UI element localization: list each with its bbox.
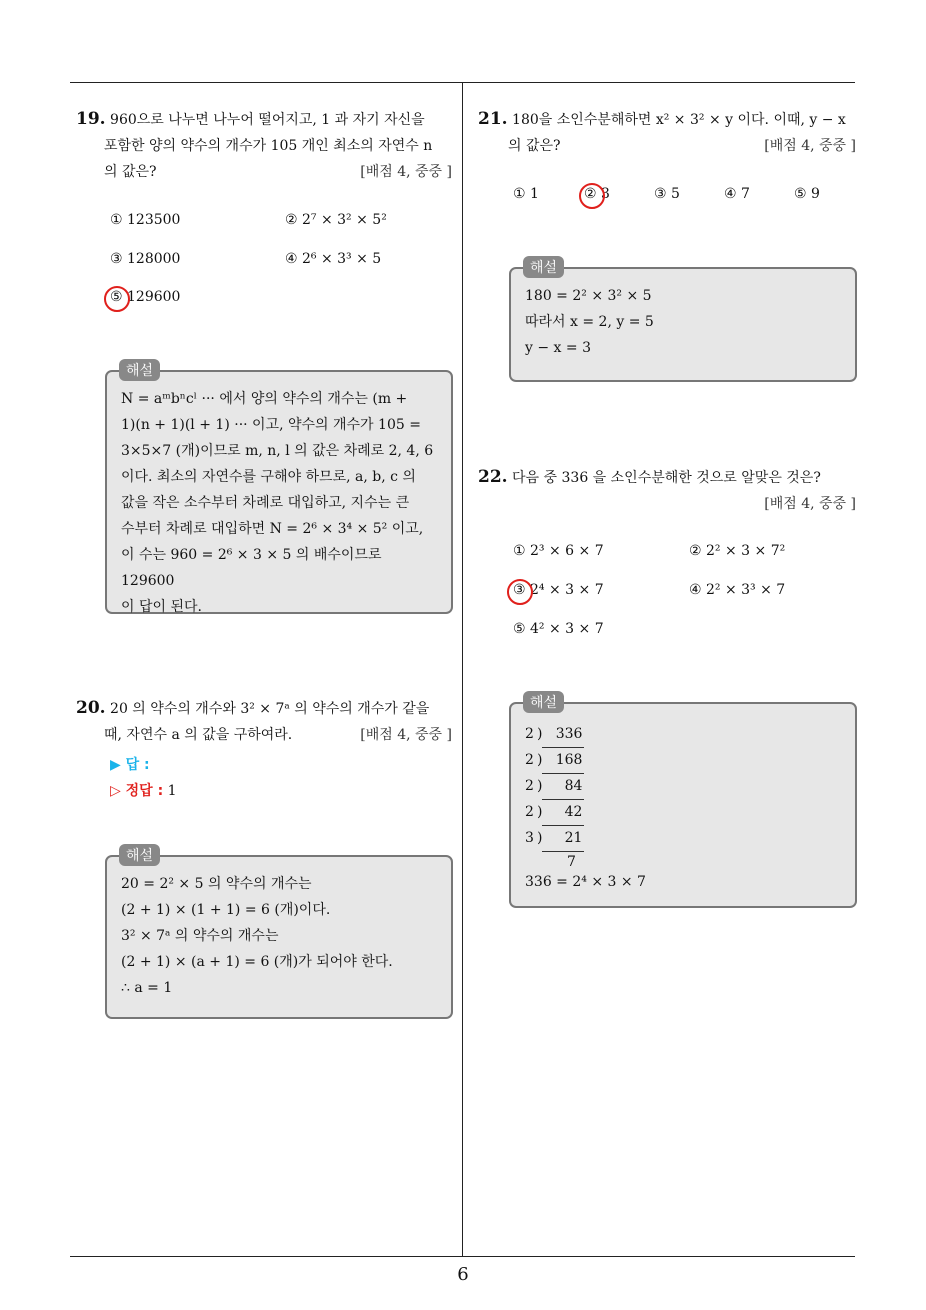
question-20 [76,695,452,748]
question-22 [478,464,856,517]
solution-line: 20 = 2² × 5 의 약수의 개수는 [121,876,312,892]
question-text: 의 값은? [104,164,157,180]
solution-line: 수부터 차례로 대입하면 N = 2⁶ × 3⁴ × 5² 이고, [121,521,424,537]
division-step: 3 ) 21 [525,826,841,852]
answer-label: ▶ 답 : [110,757,150,773]
solution-box [105,370,453,614]
solution-line: (2 + 1) × (a + 1) = 6 (개)가 되어야 한다. [121,954,393,970]
correct-label: ▷ 정답 : [110,783,164,799]
solution-tag: 해설 [523,256,564,278]
option-4[interactable]: ④ 2⁶ × 3³ × 5 [285,251,382,267]
question-21 [478,106,856,159]
option-5[interactable]: ⑤ 129600 [110,289,181,305]
solution-tag: 해설 [523,691,564,713]
question-number: 20. [76,698,106,718]
solution-line: ∴ a = 1 [121,980,173,996]
solution-box [509,702,857,908]
solution-line: (2 + 1) × (1 + 1) = 6 (개)이다. [121,902,331,918]
option-2[interactable]: ② 2⁷ × 3² × 5² [285,212,387,228]
option-4[interactable]: ④ 7 [724,186,750,202]
page-number: 6 [457,1264,469,1285]
question-text: 180을 소인수분해하면 x² × 3² × y 이다. 이때, y − x [512,112,846,128]
question-number: 19. [76,109,106,129]
question-number: 21. [478,109,508,129]
question-text: 20 의 약수의 개수와 3² × 7ᵃ 의 약수의 개수가 같을 [110,701,430,717]
option-1[interactable]: ① 2³ × 6 × 7 [513,543,604,559]
solution-line: 336 = 2⁴ × 3 × 7 [525,874,646,890]
solution-line: 180 = 2² × 3² × 5 [525,288,652,304]
division-quotient: 7 [567,854,576,870]
division-step: 2 ) 168 [525,748,841,774]
question-number: 22. [478,467,508,487]
solution-line: 이 수는 960 = 2⁶ × 3 × 5 의 배수이므로 129600 [121,547,382,589]
division-step: 2 ) 336 [525,722,841,748]
score-label: [배점 4, 중중 ] [764,496,856,512]
correct-answer [110,780,177,800]
solution-line: 1)(n + 1)(l + 1) ··· 이고, 약수의 개수가 105 = [121,417,421,433]
question-text: 960으로 나누면 나누어 떨어지고, 1 과 자기 자신을 [110,112,425,128]
answer-mark [579,183,605,209]
option-2[interactable]: ② 2² × 3 × 7² [689,543,786,559]
question-text: 의 값은? [508,138,561,154]
solution-line: y − x = 3 [525,340,591,356]
question-text: 포함한 양의 약수의 개수가 105 개인 최소의 자연수 n [104,138,433,154]
score-label: [배점 4, 중중 ] [764,138,856,154]
question-text: 때, 자연수 a 의 값을 구하여라. [104,727,293,743]
solution-line: 이 답이 된다. [121,599,202,615]
solution-tag: 해설 [119,844,160,866]
answer-mark [104,286,130,312]
answer-mark [507,579,533,605]
column-divider [462,83,463,1256]
solution-line: 값을 작은 소수부터 차례로 대입하고, 지수는 큰 [121,495,410,511]
option-1[interactable]: ① 123500 [110,212,181,228]
correct-value: 1 [167,783,177,799]
solution-tag: 해설 [119,359,160,381]
solution-line: 따라서 x = 2, y = 5 [525,314,654,330]
solution-box [509,267,857,382]
option-3[interactable]: ③ 2⁴ × 3 × 7 [513,582,604,598]
bottom-rule [70,1256,855,1257]
question-text: 다음 중 336 을 소인수분해한 것으로 알맞은 것은? [512,470,821,486]
solution-line: N = aᵐbⁿcˡ ··· 에서 양의 약수의 개수는 (m + [121,391,408,407]
solution-line: 3×5×7 (개)이므로 m, n, l 의 값은 차례로 2, 4, 6 [121,443,434,459]
option-3[interactable]: ③ 5 [654,186,680,202]
score-label: [배점 4, 중중 ] [360,164,452,180]
question-19 [76,106,452,185]
option-1[interactable]: ① 1 [513,186,539,202]
option-3[interactable]: ③ 128000 [110,251,181,267]
division-step: 2 ) 84 [525,774,841,800]
score-label: [배점 4, 중중 ] [360,727,452,743]
division-step: 2 ) 42 [525,800,841,826]
solution-line: 이다. 최소의 자연수를 구해야 하므로, a, b, c 의 [121,469,416,485]
solution-line: 3² × 7ᵃ 의 약수의 개수는 [121,928,279,944]
option-5[interactable]: ⑤ 4² × 3 × 7 [513,621,604,637]
option-2[interactable]: ② 3 [584,186,610,202]
solution-box [105,855,453,1019]
option-4[interactable]: ④ 2² × 3³ × 7 [689,582,786,598]
option-5[interactable]: ⑤ 9 [794,186,820,202]
